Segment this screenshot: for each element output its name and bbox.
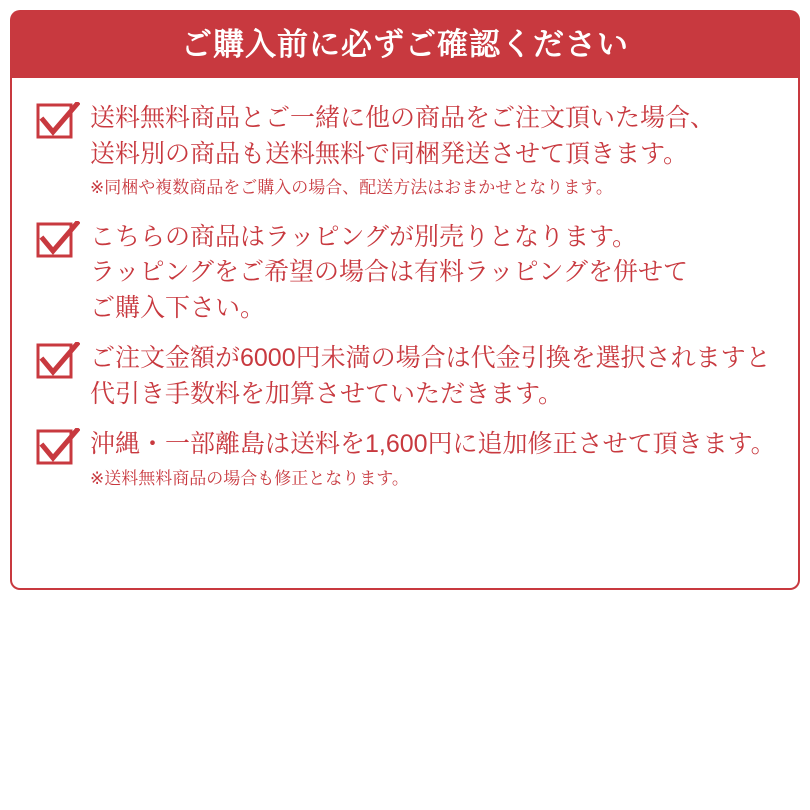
check-mark-icon <box>36 102 80 142</box>
notice-body <box>10 78 800 590</box>
list-item-line: 沖縄・一部離島は送料を1,600円に追加修正させて頂きます。 <box>90 430 776 458</box>
list-item-line: ラッピングをご希望の場合は有料ラッピングを併せて <box>90 258 689 286</box>
list-item-text <box>90 219 774 327</box>
list-item-text <box>90 340 774 412</box>
list-item <box>36 100 774 201</box>
list-item <box>36 219 774 327</box>
list-item-line: 代引き手数料を加算させていただきます。 <box>90 379 564 408</box>
notice-card <box>10 10 800 590</box>
list-item-text <box>90 100 774 201</box>
list-item-line: ご購入下さい。 <box>90 293 266 322</box>
list-item-text <box>90 426 776 491</box>
list-item-line: ご注文金額が6000円未満の場合は代金引換を選択されますと <box>90 344 771 372</box>
check-mark-icon <box>36 221 80 261</box>
page-title: ご購入前に必ずご確認ください <box>181 26 629 62</box>
check-mark-icon <box>36 428 80 468</box>
list-item-line: 送料無料商品とご一緒に他の商品をご注文頂いた場合、 <box>90 104 716 132</box>
notice-header <box>10 10 800 78</box>
check-mark-icon <box>36 342 80 382</box>
list-item-note: ※送料無料商品の場合も修正となります。 <box>90 468 409 488</box>
list-item-line: こちらの商品はラッピングが別売りとなります。 <box>90 222 638 251</box>
list-item-note: ※同梱や複数商品をご購入の場合、配送方法はおまかせとなります。 <box>90 178 613 197</box>
list-item-line: 送料別の商品も送料無料で同梱発送させて頂きます。 <box>90 139 689 168</box>
list-item <box>36 340 774 412</box>
list-item <box>36 426 774 491</box>
